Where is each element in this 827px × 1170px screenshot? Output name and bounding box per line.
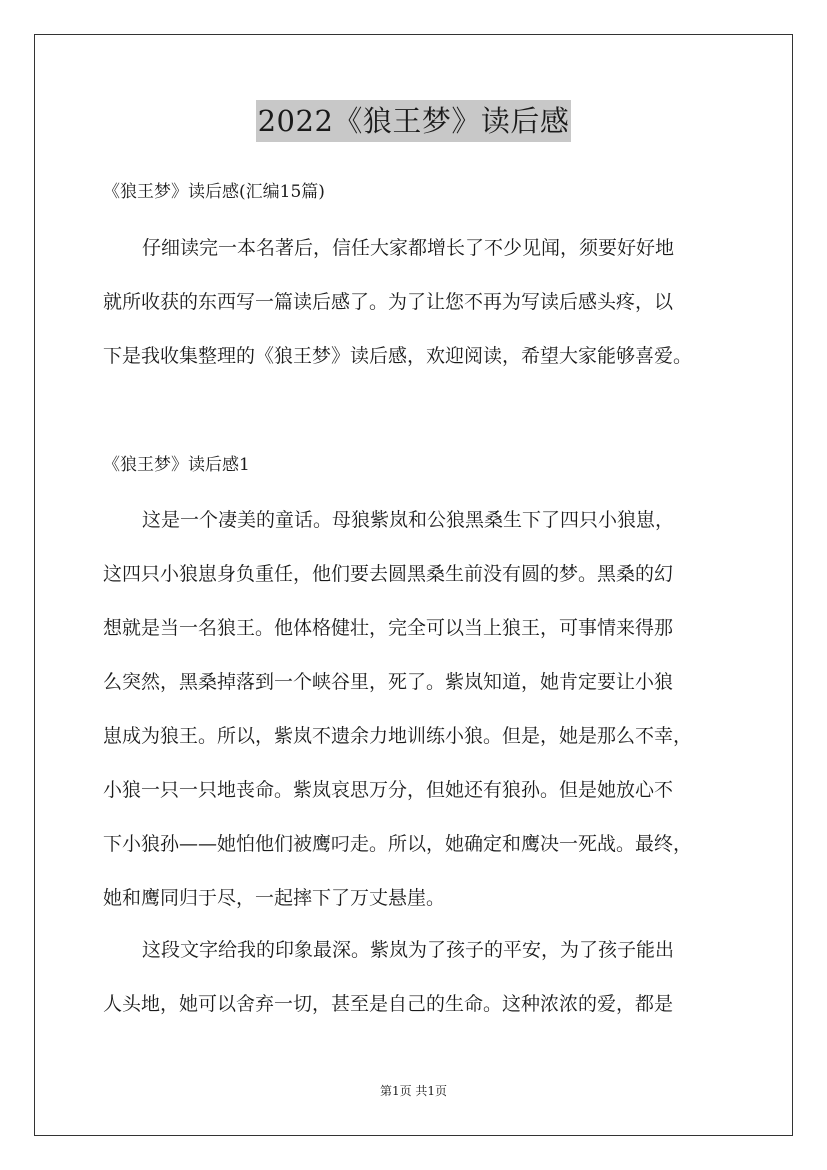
paragraph-line: 这段文字给我的印象最深。紫岚为了孩子的平安，为了孩子能出 <box>142 939 675 961</box>
body-paragraph <box>103 493 743 925</box>
document-title: 2022《狼王梦》读后感 <box>256 100 572 142</box>
paragraph-line: 人头地，她可以舍弃一切，甚至是自己的生命。这种浓浓的爱，都是 <box>103 993 674 1015</box>
paragraph-line: 么突然，黑桑掉落到一个峡谷里，死了。紫岚知道，她肯定要让小狼 <box>103 671 674 693</box>
paragraph-line: 这四只小狼崽身负重任，他们要去圆黑桑生前没有圆的梦。黑桑的幻 <box>103 563 674 585</box>
paragraph-line: 她和鹰同归于尽，一起摔下了万丈悬崖。 <box>103 887 446 909</box>
intro-line: 仔细读完一本名著后，信任大家都增长了不少见闻，须要好好地 <box>142 237 675 259</box>
intro-line: 就所收获的东西写一篇读后感了。为了让您不再为写读后感头疼，以 <box>103 291 674 313</box>
paragraph-line: 这是一个凄美的童话。母狼紫岚和公狼黑桑生下了四只小狼崽， <box>142 509 675 531</box>
body-paragraph <box>103 923 743 1031</box>
intro-paragraph <box>103 221 743 383</box>
document-subtitle: 《狼王梦》读后感(汇编15篇) <box>103 182 325 202</box>
intro-line: 下是我收集整理的《狼王梦》读后感，欢迎阅读，希望大家能够喜爱。 <box>103 345 693 367</box>
paragraph-line: 崽成为狼王。所以，紫岚不遗余力地训练小狼。但是，她是那么不幸， <box>103 725 693 747</box>
paragraph-line: 下小狼孙——她怕他们被鹰叼走。所以，她确定和鹰决一死战。最终， <box>103 833 693 855</box>
paragraph-line: 小狼一只一只地丧命。紫岚哀思万分，但她还有狼孙。但是她放心不 <box>103 779 674 801</box>
title-container <box>0 100 827 142</box>
paragraph-line: 想就是当一名狼王。他体格健壮，完全可以当上狼王，可事情来得那 <box>103 617 674 639</box>
section-heading: 《狼王梦》读后感1 <box>103 455 250 475</box>
page-footer: 第1页 共1页 <box>379 1084 448 1098</box>
